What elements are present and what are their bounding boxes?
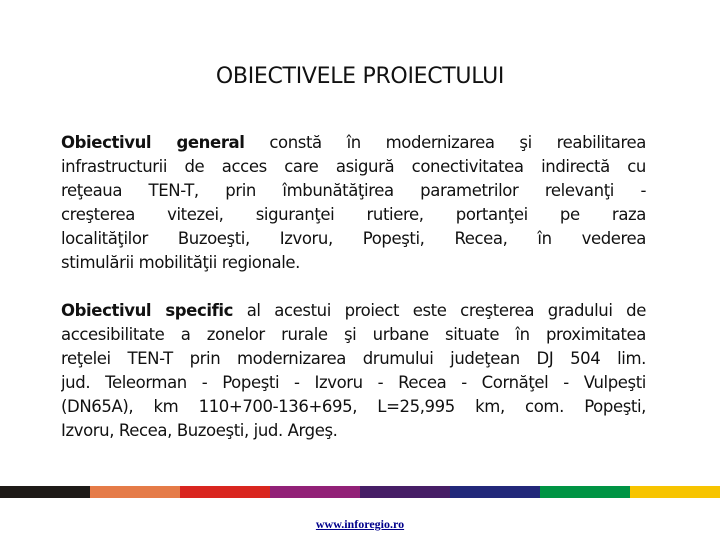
color-stripe-segment <box>540 486 630 498</box>
text-line: creşterea vitezei, siguranţei rutiere, portanţei pe raza <box>61 205 646 224</box>
general-objective-paragraph <box>61 131 646 275</box>
text-line: localităţilor Buzoeşti, Izvoru, Popeşti, Recea, în vederea <box>61 229 646 248</box>
color-stripe-segment <box>0 486 90 498</box>
text-line: Izvoru, Recea, Buzoeşti, jud. Argeş. <box>61 421 338 440</box>
color-stripe-segment <box>450 486 540 498</box>
text-line: reţeaua TEN-T, prin îmbunătăţirea parametrilor relevanţi - <box>61 181 646 200</box>
specific-objective-lead: Obiectivul specific <box>61 301 234 320</box>
inforegio-link[interactable]: www.inforegio.ro <box>315 517 405 531</box>
page-title: OBIECTIVELE PROIECTULUI <box>215 64 505 89</box>
text-line: (DN65A), km 110+700-136+695, L=25,995 km, com. Popeşti, <box>61 397 646 416</box>
color-stripe-segment <box>180 486 270 498</box>
general-objective-lead: Obiectivul general <box>61 133 245 152</box>
color-stripe-segment <box>360 486 450 498</box>
text-line: stimulării mobilităţii regionale. <box>61 253 301 272</box>
color-stripe-bar <box>0 486 720 498</box>
text-line: jud. Teleorman - Popeşti - Izvoru - Recea - Cornăţel - Vulpeşti <box>61 373 646 392</box>
color-stripe-segment <box>270 486 360 498</box>
color-stripe-segment <box>90 486 180 498</box>
color-stripe-segment <box>630 486 720 498</box>
text-line: Obiectivul specific al acestui proiect este creşterea gradului de <box>61 301 646 320</box>
text-line: accesibilitate a zonelor rurale şi urbane situate în proximitatea <box>61 325 646 344</box>
text-line: Obiectivul general constă în modernizarea şi reabilitarea <box>61 133 646 152</box>
text-line: reţelei TEN-T prin modernizarea drumului judeţean DJ 504 lim. <box>61 349 646 368</box>
specific-objective-paragraph <box>61 299 646 443</box>
text-line: infrastructurii de acces care asigură conectivitatea indirectă cu <box>61 157 646 176</box>
